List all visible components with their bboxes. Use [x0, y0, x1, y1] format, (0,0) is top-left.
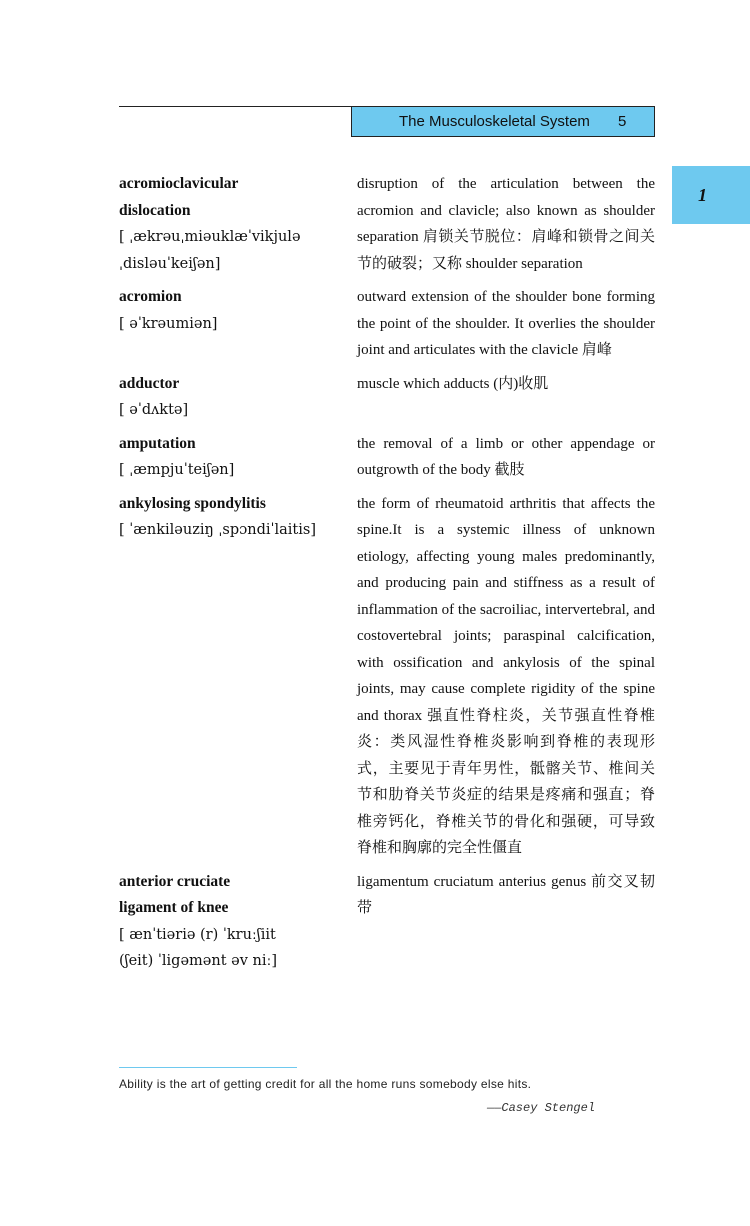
- glossary-entry: [119, 371, 655, 424]
- phonetic-line: [ ˌækrəuˌmiəuklæˈvikjulə: [119, 229, 301, 245]
- term-column: [119, 869, 357, 975]
- phonetic-line: [ əˈkrəumiən]: [119, 315, 218, 332]
- glossary-entries: [119, 171, 655, 982]
- phonetic-line: [ ˈænkiləuziŋ ˌspɔndiˈlaitis]: [119, 522, 316, 538]
- phonetic-line: [ ænˈtiəriə (r) ˈkruːʃiit: [119, 926, 276, 943]
- term-line: acromion: [119, 288, 182, 305]
- definition: ligamentum cruciatum anterius genus 前交叉韧带: [357, 873, 655, 916]
- chapter-tab[interactable]: 1: [672, 166, 750, 224]
- glossary-entry: [119, 171, 655, 277]
- definition: muscle which adducts (内)收肌: [357, 375, 549, 392]
- definition: the form of rheumatoid arthritis that affects the spine.It is a systemic illness of unknown etiology, affecting young males predominantly, and producing pain and stiffness as a result of inflammation of the sacroiliac, intervertebral, and costovertebral joints; paraspinal calcification, with ossification and ankylosis of the spinal joints, may cause complete rigidity of the spine and thorax 强直性脊柱炎，关节强直性脊椎炎：类风湿性脊椎炎影响到脊椎的表现形式，主要见于青年男性，骶髂关节、椎间关节和肋脊关节炎症的结果是疼痛和强直；脊椎旁钙化，脊椎关节的骨化和强硬，可导致脊椎和胸廓的完全性僵直: [357, 495, 655, 856]
- header-rule: [119, 106, 351, 107]
- definition: outward extension of the shoulder bone forming the point of the shoulder. It overlies the shoulder joint and articulates with the clavicle 肩峰: [357, 289, 655, 358]
- term-column: [119, 431, 357, 484]
- term-line: acromioclavicular: [119, 175, 239, 192]
- definition: the removal of a limb or other appendage or outgrowth of the body 截肢: [357, 435, 655, 478]
- quote-author: ——Casey Stengel: [487, 1101, 596, 1115]
- term-column: [119, 491, 357, 862]
- definition: disruption of the articulation between the acromion and clavicle; also known as shoulder separation 肩锁关节脱位：肩峰和锁骨之间关节的破裂；又称 shoulder separation: [357, 176, 655, 272]
- phonetic-line: (ʃeit) ˈligəmənt əv niː]: [119, 953, 278, 969]
- term-column: [119, 371, 357, 424]
- glossary-entry: [119, 284, 655, 364]
- page-number: 5: [618, 113, 627, 130]
- term-line: anterior cruciate: [119, 872, 231, 890]
- phonetic-line: [ ˌæmpjuˈteiʃən]: [119, 462, 235, 478]
- term-line: adductor: [119, 374, 180, 392]
- term-column: [119, 171, 357, 277]
- glossary-entry: [119, 431, 655, 484]
- running-header: [351, 106, 655, 137]
- glossary-entry: [119, 869, 655, 975]
- chapter-title: The Musculoskeletal System: [399, 113, 590, 130]
- phonetic-line: [ əˈdʌktə]: [119, 402, 189, 418]
- phonetic-line: ˌdisləuˈkeiʃən]: [119, 255, 221, 272]
- term-column: [119, 284, 357, 364]
- footer-rule: [119, 1067, 297, 1068]
- term-line: ligament of knee: [119, 899, 229, 916]
- term-line: ankylosing spondylitis: [119, 494, 266, 512]
- footer-quote: Ability is the art of getting credit for all the home runs somebody else hits.: [119, 1077, 532, 1091]
- glossary-entry: [119, 491, 655, 862]
- term-line: amputation: [119, 434, 196, 452]
- term-line: dislocation: [119, 201, 191, 219]
